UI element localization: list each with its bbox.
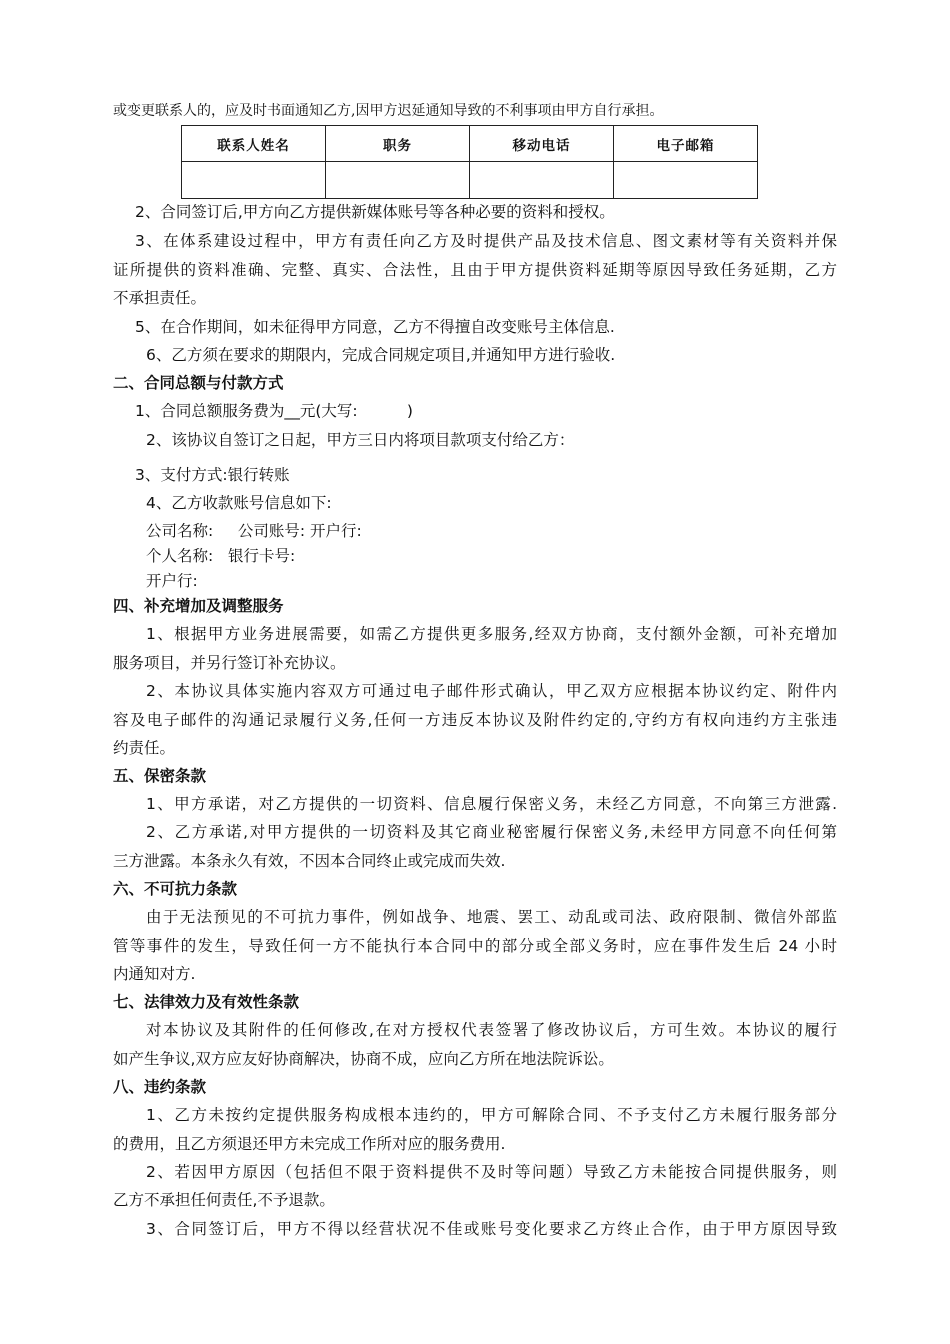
section-heading: 七、法律效力及有效性条款 — [113, 993, 300, 1011]
paragraph-line: 如产生争议,双方应友好协商解决，协商不成，应向乙方所在地法院诉讼。 — [113, 1050, 614, 1068]
paragraph-line: 对本协议及其附件的任何修改,在对方授权代表签署了修改协议后，方可生效。本协议的履行 — [146, 1021, 837, 1039]
header-position: 职务 — [326, 126, 470, 162]
paragraph-line: 管等事件的发生，导致任何一方不能执行本合同中的部分或全部义务时，应在事件发生后 24 小时 — [113, 937, 837, 955]
paragraph-line: 6、乙方须在要求的期限内，完成合同规定项目,并通知甲方进行验收. — [146, 346, 616, 364]
paragraph-line: 3、支付方式:银行转账 — [135, 466, 290, 484]
header-email: 电子邮箱 — [614, 126, 758, 162]
paragraph-line: 开户行: — [146, 572, 198, 590]
contact-table-header-row — [182, 126, 758, 162]
paragraph-line: 1、乙方未按约定提供服务构成根本违约的，甲方可解除合同、不予支付乙方未履行服务部分 — [146, 1106, 837, 1124]
paragraph-line: 1、甲方承诺，对乙方提供的一切资料、信息履行保密义务，未经乙方同意，不向第三方泄露. — [146, 795, 837, 813]
paragraph-line: 3、在体系建设过程中，甲方有责任向乙方及时提供产品及技术信息、图文素材等有关资料并保 — [135, 232, 837, 250]
paragraph-line: 服务项目，并另行签订补充协议。 — [113, 654, 346, 672]
cell-email — [614, 162, 758, 199]
paragraph-line: 2、乙方承诺,对甲方提供的一切资料及其它商业秘密履行保密义务,未经甲方同意不向任何第 — [146, 823, 837, 841]
header-mobile: 移动电话 — [470, 126, 614, 162]
cell-mobile — [470, 162, 614, 199]
paragraph-line: 4、乙方收款账号信息如下: — [146, 494, 332, 512]
paragraph-line: 约责任。 — [113, 739, 176, 757]
header-contact-name: 联系人姓名 — [182, 126, 326, 162]
paragraph-line: 2、若因甲方原因（包括但不限于资料提供不及时等问题）导致乙方未能按合同提供服务，则 — [146, 1163, 837, 1181]
paragraph-line: 1、根据甲方业务进展需要，如需乙方提供更多服务,经双方协商，支付额外金额，可补充增加 — [146, 625, 837, 643]
paragraph-line: 5、在合作期间，如未征得甲方同意，乙方不得擅自改变账号主体信息. — [135, 318, 615, 336]
section-heading: 二、合同总额与付款方式 — [113, 374, 284, 392]
paragraph-line: 3、合同签订后，甲方不得以经营状况不佳或账号变化要求乙方终止合作，由于甲方原因导致 — [146, 1220, 837, 1238]
intro-line: 或变更联系人的，应及时书面通知乙方,因甲方迟延通知导致的不利事项由甲方自行承担。 — [113, 103, 664, 119]
paragraph-line: 个人名称: 银行卡号: — [146, 547, 296, 565]
section-heading: 四、补充增加及调整服务 — [113, 597, 284, 615]
cell-position — [326, 162, 470, 199]
paragraph-line: 内通知对方. — [113, 965, 196, 983]
paragraph-line: 1、合同总额服务费为__元(大写: ) — [135, 402, 413, 420]
paragraph-line: 2、本协议具体实施内容双方可通过电子邮件形式确认，甲乙双方应根据本协议约定、附件内 — [146, 682, 837, 700]
contact-table — [181, 125, 758, 199]
paragraph-line: 2、合同签订后,甲方向乙方提供新媒体账号等各种必要的资料和授权。 — [135, 203, 615, 221]
paragraph-line: 2、该协议自签订之日起，甲方三日内将项目款项支付给乙方： — [146, 431, 575, 449]
cell-contact-name — [182, 162, 326, 199]
paragraph-line: 的费用，且乙方须退还甲方未完成工作所对应的服务费用. — [113, 1135, 506, 1153]
paragraph-line: 乙方不承担任何责任,不予退款。 — [113, 1191, 335, 1209]
section-heading: 六、不可抗力条款 — [113, 880, 238, 898]
paragraph-line: 容及电子邮件的沟通记录履行义务,任何一方违反本协议及附件约定的,守约方有权向违约方主张违 — [113, 711, 837, 729]
paragraph-line: 由于无法预见的不可抗力事件，例如战争、地震、罢工、动乱或司法、政府限制、微信外部监 — [146, 908, 837, 926]
contact-table-row — [182, 162, 758, 199]
paragraph-line: 证所提供的资料准确、完整、真实、合法性，且由于甲方提供资料延期等原因导致任务延期，乙方 — [113, 261, 837, 279]
paragraph-line: 不承担责任。 — [113, 289, 207, 307]
section-heading: 八、违约条款 — [113, 1078, 207, 1096]
paragraph-line: 公司名称: 公司账号: 开户行: — [146, 522, 362, 540]
section-heading: 五、保密条款 — [113, 767, 207, 785]
paragraph-line: 三方泄露。本条永久有效，不因本合同终止或完成而失效. — [113, 852, 506, 870]
